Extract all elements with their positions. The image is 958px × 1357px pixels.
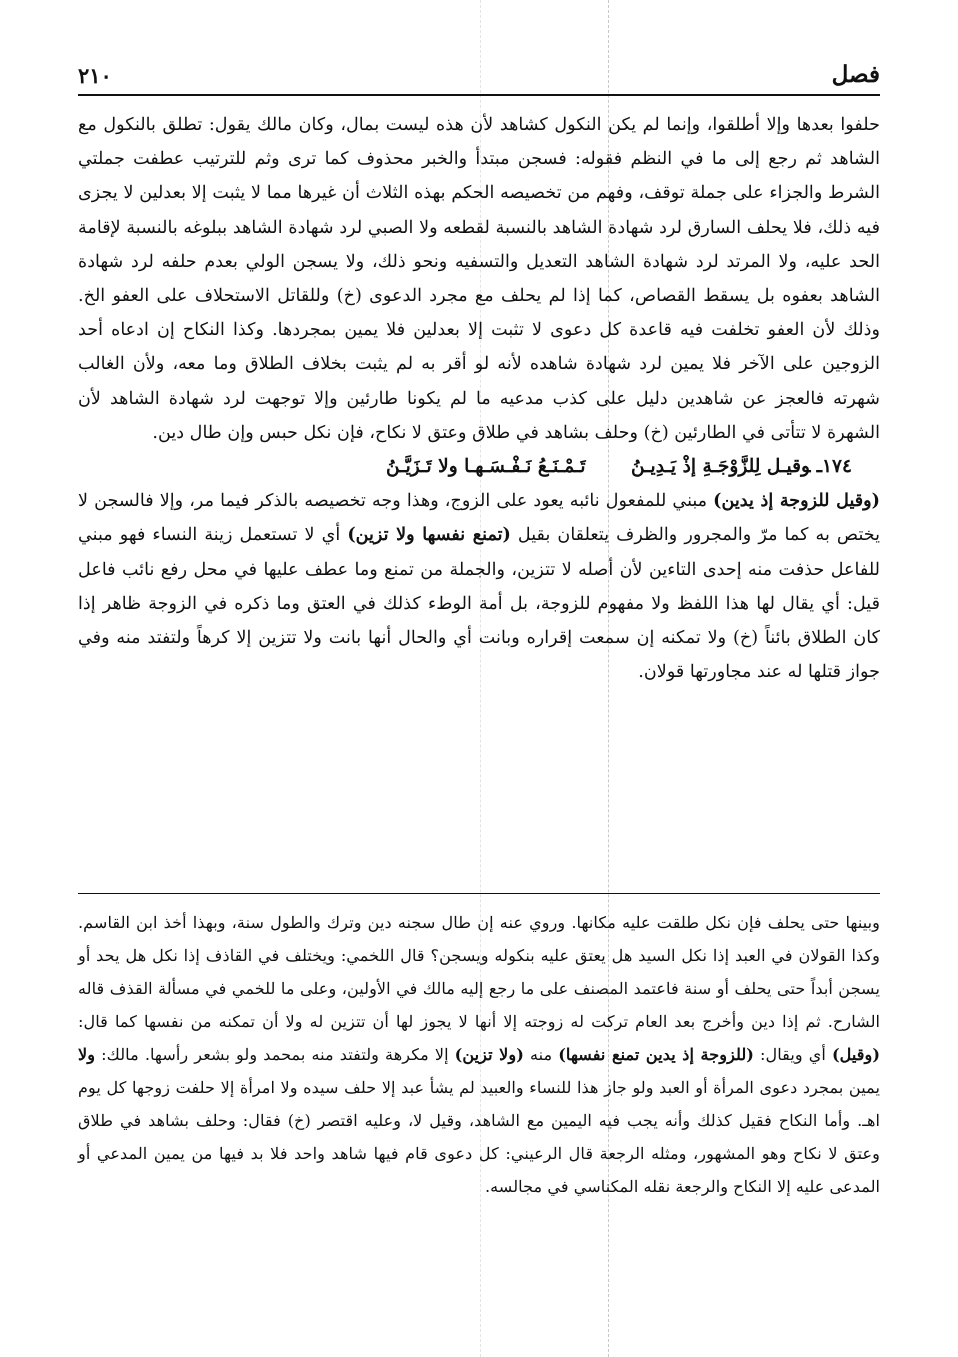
footnote-text <box>78 906 880 1203</box>
verse-line <box>78 450 880 484</box>
verse-second-hemistich: تَـمْـنَـعُ نَـفْـسَـهـا ولا تَـزَيَّـنُ <box>385 456 586 478</box>
page-header <box>78 54 880 88</box>
running-title: فصل <box>831 61 880 88</box>
footnote-rule <box>78 893 880 894</box>
commentary-text-2: أي لا تستعمل زينة النساء فهو مبني للفاعل حذفت منه إحدى التاءين لأن أصله لا تتزين، والجملة من تمنع وما عطف عليها في محل رفع نائب فاعل قيل: أي يقال لها هذا اللفظ ولا مفهوم للزوجة، بل أمة الوطء كذلك في العتق وما ذكره في الزوجة ظاهر إذا كان الطلاق بائناً (خ) ولا تمكنه إن سمعت إقراره وبانت أي والحال أنها بانت ولا تتزين إلا كرهاً ولتفتد منه وفي جواز قتلها له عند مجاورتها قولان. <box>78 525 880 683</box>
footnote-lemma-d: ولا <box>78 1045 96 1064</box>
verse-number: ١٧٤ـ <box>816 456 852 478</box>
verse-first-hemistich: وقيـل لِلزَّوْجَـةِ إذْ يَـدِيـنُ <box>630 456 811 478</box>
footnote-text-e: يمين بمجرد دعوى المرأة أو العبد ولو جاز هذا للنساء والعبيد لم يشأ عبد إلا حلف سيده ولا امرأة إلا حلفت زوجها كل يوم اهـ. وأما النكاح فقيل كذلك وأنه يجب فيه اليمين مع الشاهد، وقيل لا، وعليه اقتصر (خ) فقال: وحلف بشاهد في طلاق وعتق لا نكاح وهو المشهور، ومثله الرجعة قال الرعيني: كل دعوى قام فيها شاهد واحد فلا بد فيها من يمين المدعي أو المدعى عليه إلا النكاح والرجعة نقله المكناسي في مجالسه. <box>78 1078 880 1196</box>
footnote-lemma-b: (للزوجة إذ يدين تمنع نفسها) <box>558 1045 754 1064</box>
header-rule <box>78 94 880 96</box>
footnote-paragraph <box>78 906 880 1203</box>
main-paragraph-1: حلفوا بعدها وإلا أطلقوا، وإنما لم يكن النكول كشاهد لأن هذه ليست بمال، وكان مالك يقول: تطلق بالنكول مع الشاهد ثم رجع إلى ما في النظم فقوله: فسجن مبتدأ والخبر محذوف كما ترى وثم للترتيب عطفت جملتي الشرط والجزاء على جملة توقف، وفهم من تخصيصه الحكم بهذه الثلاث أن غيرها مما لا يثبت إلا بعدلين لا يجزى فيه ذلك، فلا يحلف السارق لرد شهادة الشاهد بالنسبة لقطعه ولا الصبي لرد شهادة الشاهد ببلوغه بالنسبة لإقامة الحد عليه، ولا المرتد لرد شهادة الشاهد التعديل والتسفيه ونحو ذلك، ولا يسجن الولي بعدم حلفه لرد شهادة الشاهد بعفوه بل يسقط القصاص، كما إذا لم يحلف مع مجرد الدعوى (خ) وللقاتل الاستحلاف على العفو الخ. وذلك لأن العفو تخلفت فيه قاعدة كل دعوى لا تثبت إلا بعدلين فلا يمين بمجردها. وكذا النكاح إن ادعاه أحد الزوجين على الآخر فلا يمين لرد شهادة شاهده لأنه لو أقر به لم يثبت بخلاف الطلاق وما معه، ولأن الغالب شهرته فالعجز عن شاهدين دليل على كذب مدعيه ما لم يكونا طارئين وإلا توجهت لرد شهادة الشاهد لأن الشهرة لا تتأتى في الطارئين (خ) وحلف بشاهد في طلاق وعتق لا نكاح، فإن نكل حبس وإن طال دين. <box>78 115 880 443</box>
page-number: ٢١٠ <box>78 63 112 88</box>
main-paragraph-2 <box>78 484 880 689</box>
footnote-text-a: وبينها حتى يحلف فإن نكل طلقت عليه مكانها. وروي عنه إن طال سجنه دين وترك والطول سنة، وبهذا أخذ ابن القاسم. وكذا القولان في العبد إذا نكل السيد هل يعتق عليه بنكوله ويسجن؟ قال اللخمي: ويختلف في القاذف إذا نكل هل يحد أو يسجن أبداً حتى يحلف أو سنة فاعتمد المصنف على ما رجع إليه مالك في الأولين، وعلى ما للخمي في مسألة القذف قاله الشارح. ثم إذا دين وأخرج بعد العام تركت له زوجته إلا أنها لا يجوز لها أن تتزين له ولا أن تمكنه من نفسها كما قال: <box>78 913 880 1031</box>
commentary-lemma-1: (وقيل للزوجة إذ يدين) <box>713 490 880 512</box>
footnote-lemma-c: (ولا تزين) <box>454 1045 524 1064</box>
footnote-text-c: منه <box>523 1045 559 1064</box>
main-text <box>78 108 880 689</box>
footnote-lemma-a: (وقيل) <box>831 1045 881 1064</box>
commentary-text-1: مبني للمفعول نائبه يعود على الزوج، وهذا وجه تخصيصه بالذكر فيما مر، وإلا فالسجن لا يختص به كما مرّ والمجرور والظرف يتعلقان بقيل <box>78 491 881 546</box>
commentary-lemma-2: (تمنع نفسها ولا تزين) <box>347 524 511 546</box>
footnote-text-d: إلا مكرهة ولتفتد منه بمحمد ولو بشعر رأسها. مالك: <box>95 1045 455 1064</box>
footnote-text-b: أي ويقال: <box>753 1045 832 1064</box>
